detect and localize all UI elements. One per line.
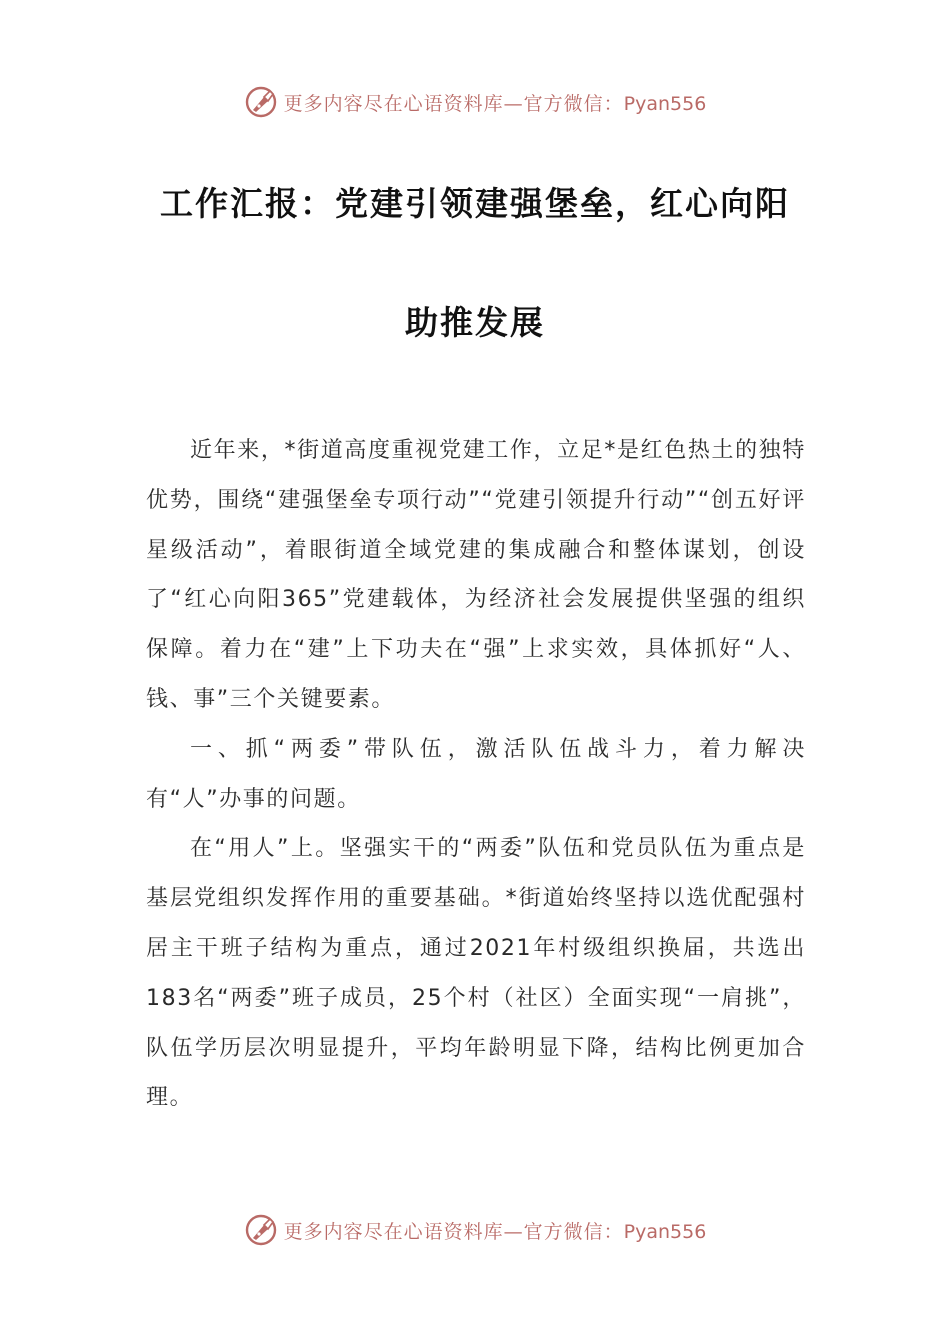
watermark-text: 更多内容尽在心语资料库—官方微信：Pyan556 <box>283 1220 707 1243</box>
wechat-id: Pyan556 <box>623 92 707 115</box>
watermark-banner-bottom <box>0 1210 950 1250</box>
document-title-line1: 工作汇报：党建引领建强堡垒，红心向阳 <box>160 184 790 223</box>
document-title-line2: 助推发展 <box>405 303 545 342</box>
paragraph-section-heading: 一、抓“两委”带队伍，激活队伍战斗力，着力解决有“人”办事的问题。 <box>146 736 806 812</box>
wechat-id: Pyan556 <box>623 1220 707 1243</box>
paragraph-personnel: 在“用人”上。坚强实干的“两委”队伍和党员队伍为重点是基层党组织发挥作用的重要基础。*街道始终坚持以选优配强村居主干班子结构为重点，通过2021年村级组织换届，共选出183名“两委”班子成员，25个村（社区）全面实现“一肩挑”，队伍学历层次明显提升，平均年龄明显下降，结构比例更加合理。 <box>146 836 806 1111</box>
watermark-text: 更多内容尽在心语资料库—官方微信：Pyan556 <box>283 92 707 115</box>
pen-nib-circle-icon <box>244 85 278 119</box>
watermark-banner-top <box>0 82 950 122</box>
pen-nib-circle-icon <box>244 1213 278 1247</box>
document-body <box>146 426 806 1123</box>
paragraph-intro: 近年来，*街道高度重视党建工作，立足*是红色热土的独特优势，围绕“建强堡垒专项行动”“党建引领提升行动”“创五好评星级活动”，着眼街道全域党建的集成融合和整体谋划，创设了“红心向阳365”党建载体，为经济社会发展提供坚强的组织保障。着力在“建”上下功夫在“强”上求实效，具体抓好“人、钱、事”三个关键要素。 <box>146 438 806 712</box>
